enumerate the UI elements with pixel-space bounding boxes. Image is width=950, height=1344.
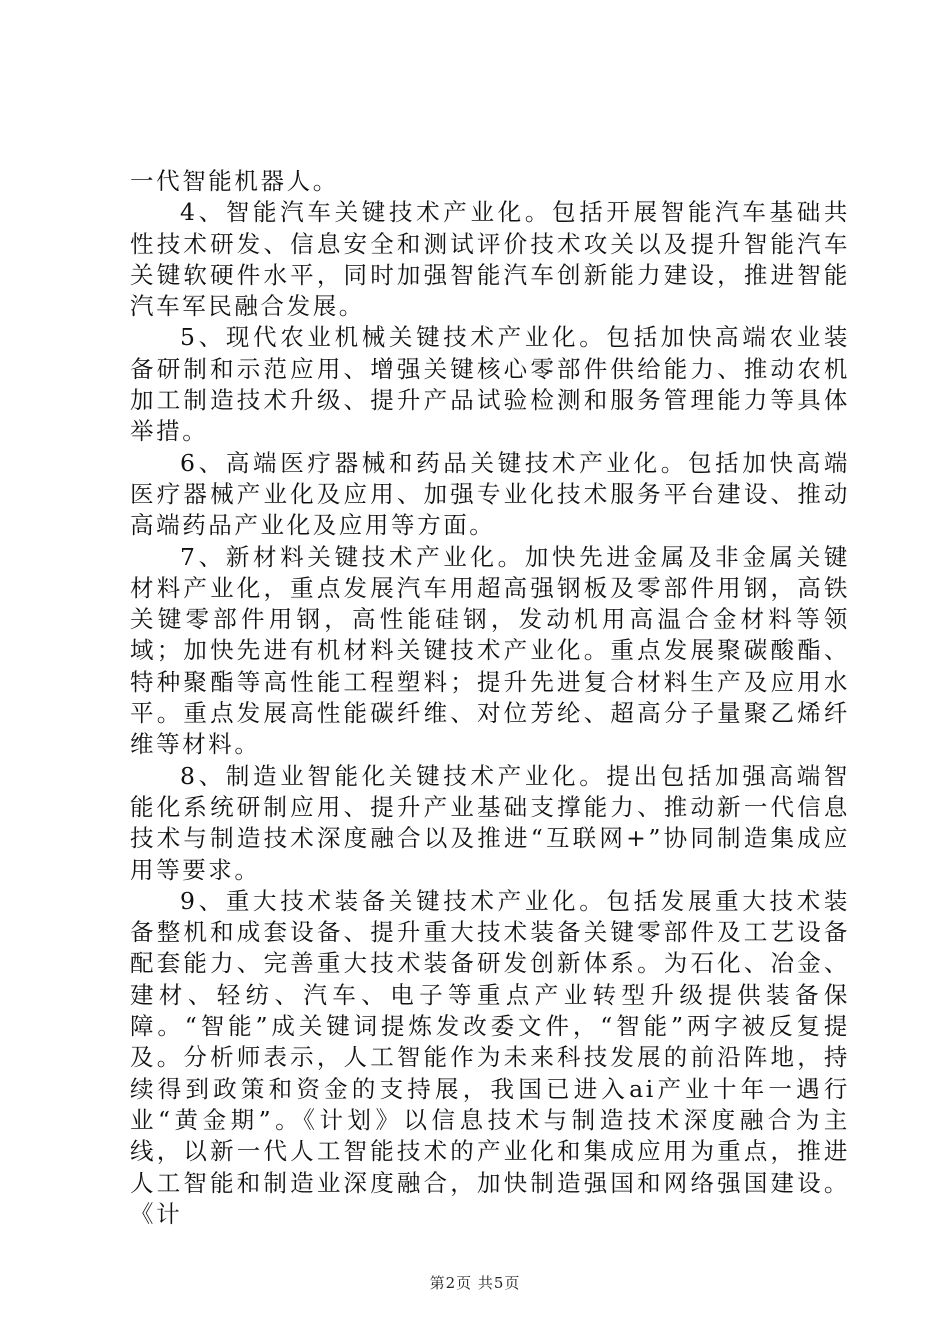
paragraph-item-8: 8、制造业智能化关键技术产业化。提出包括加强高端智能化系统研制应用、提升产业基础支撑能力、推动新一代信息技术与制造技术深度融合以及推进“互联网+”协同制造集成应用等要求。 [130,761,850,884]
paragraph-item-6: 6、高端医疗器械和药品关键技术产业化。包括加快高端医疗器械产业化及应用、加强专业化技术服务平台建设、推动高端药品产业化及应用等方面。 [130,448,850,540]
paragraph-continuation: 一代智能机器人。 [130,167,339,195]
paragraph-item-9: 9、重大技术装备关键技术产业化。包括发展重大技术装备整机和成套设备、提升重大技术装备关键零部件及工艺设备配套能力、完善重大技术装备研发创新体系。为石化、冶金、建材、轻纺、汽车、电子等重点产业转型升级提供装备保障。“智能”成关键词提炼发改委文件，“智能”两字被反复提及。分析师表示，人工智能作为未来科技发展的前沿阵地，持续得到政策和资金的支持展，我国已进入ai产业十年一遇行业“黄金期”。《计划》以信息技术与制造技术深度融合为主线，以新一代人工智能技术的产业化和集成应用为重点，推进人工智能和制造业深度融合，加快制造强国和网络强国建设。《计 [130,886,850,1228]
paragraph-item-5: 5、现代农业机械关键技术产业化。包括加快高端农业装备研制和示范应用、增强关键核心零部件供给能力、推动农机加工制造技术升级、提升产品试验检测和服务管理能力等具体举措。 [130,323,850,446]
paragraph-item-4: 4、智能汽车关键技术产业化。包括开展智能汽车基础共性技术研发、信息安全和测试评价技术攻关以及提升智能汽车关键软硬件水平，同时加强智能汽车创新能力建设，推进智能汽车军民融合发展。 [130,198,850,321]
paragraph-item-7: 7、新材料关键技术产业化。加快先进金属及非金属关键材料产业化，重点发展汽车用超高强钢板及零部件用钢，高铁关键零部件用钢，高性能硅钢，发动机用高温合金材料等领域；加快先进有机材料关键技术产业化。重点发展聚碳酸酯、特种聚酯等高性能工程塑料；提升先进复合材料生产及应用水平。重点发展高性能碳纤维、对位芳纶、超高分子量聚乙烯纤维等材料。 [130,542,850,759]
document-body [130,166,850,1230]
page-number-footer: 第2页 共5页 [429,1274,521,1292]
